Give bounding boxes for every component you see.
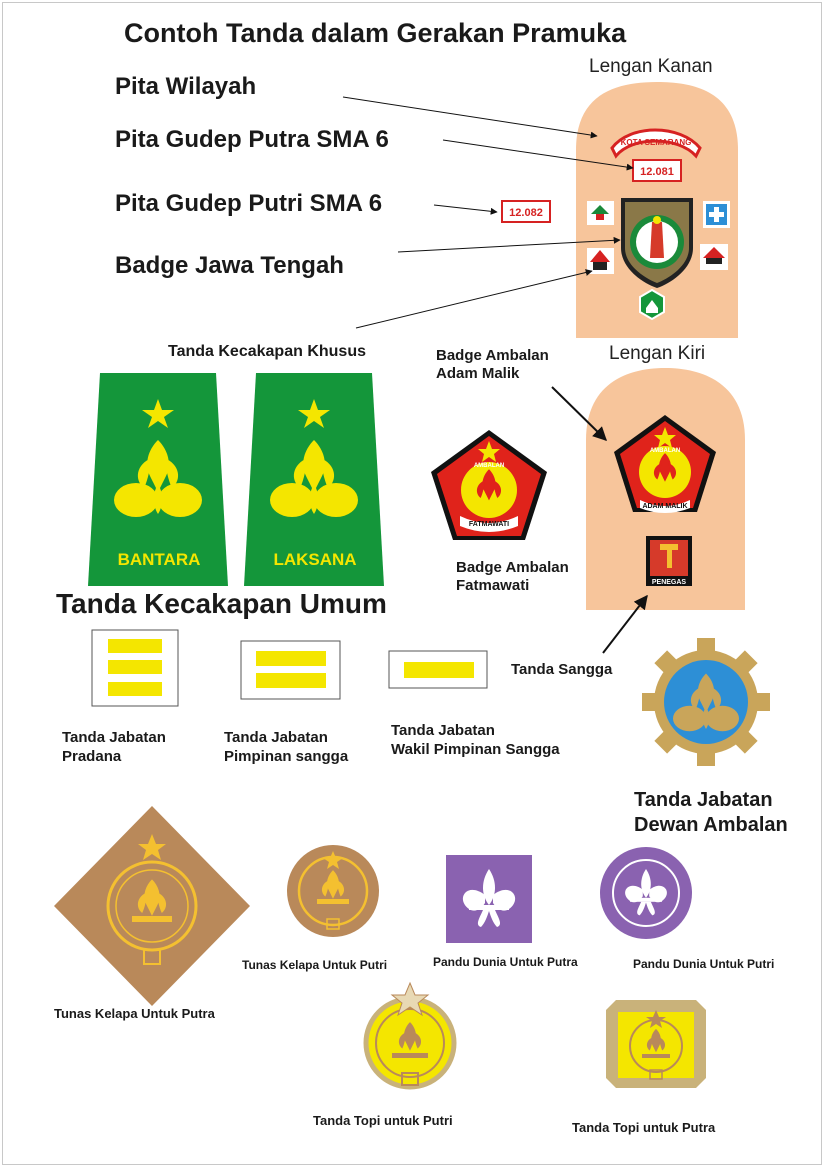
badge-adam-malik-label-1: Badge Ambalan <box>436 347 549 364</box>
dewan-ambalan-label-1: Tanda Jabatan <box>634 789 773 811</box>
jabatan-wakil-label-2: Wakil Pimpinan Sangga <box>391 741 560 758</box>
laksana-label: LAKSANA <box>273 550 357 569</box>
jabatan-wakil-label-1: Tanda Jabatan <box>391 722 495 739</box>
lengan-kiri-label: Lengan Kiri <box>609 343 706 364</box>
pandu-putra-label: Pandu Dunia Untuk Putra <box>433 955 578 969</box>
badge-fatmawati-label-2: Fatmawati <box>456 577 530 594</box>
tanda-sangga-label: Tanda Sangga <box>511 661 613 678</box>
pita-gudep-putra-label: Pita Gudep Putra SMA 6 <box>115 126 389 153</box>
jabatan-pradana-label-1: Tanda Jabatan <box>62 729 166 746</box>
dewan-ambalan-label-2: Dewan Ambalan <box>634 814 788 836</box>
tku-heading: Tanda Kecakapan Umum <box>56 588 387 619</box>
pita-gudep-putri-label: Pita Gudep Putri SMA 6 <box>115 190 383 217</box>
jabatan-pimpinan-label-1: Tanda Jabatan <box>224 729 328 746</box>
fatmawati-ambalan-text: AMBALAN <box>473 463 505 469</box>
topi-putri-label: Tanda Topi untuk Putri <box>313 1113 453 1128</box>
tunas-putri-badge <box>287 845 379 937</box>
bantara-label: BANTARA <box>117 550 201 569</box>
tunas-putra-badge <box>54 806 250 1006</box>
fatmawati-ribbon-text: FATMAWATI <box>468 521 510 528</box>
pandu-putri-label: Pandu Dunia Untuk Putri <box>633 957 775 971</box>
gudep-putri-code: 12.082 <box>509 207 543 219</box>
page-title: Contoh Tanda dalam Gerakan Pramuka <box>124 18 627 48</box>
gudep-putra-code: 12.081 <box>640 166 674 178</box>
badge-jawa-tengah-label: Badge Jawa Tengah <box>115 252 344 279</box>
jabatan-pradana-label-2: Pradana <box>62 748 122 765</box>
penegas-text: PENEGAS <box>651 579 687 586</box>
dewan-ambalan-badge <box>642 638 770 766</box>
tanda-kecakapan-khusus-label: Tanda Kecakapan Khusus <box>168 343 366 360</box>
topi-putra-badge <box>606 1000 706 1088</box>
adam-malik-ambalan-text: AMBALAN <box>649 448 681 454</box>
pandu-putri-badge <box>600 847 692 939</box>
pointer-pita-wilayah <box>343 97 597 136</box>
badge-adam-malik-label-2: Adam Malik <box>436 365 520 382</box>
adam-malik-ribbon-text: ADAM MALIK <box>642 503 688 510</box>
pimpinan-sangga-patch <box>241 641 340 699</box>
pointer-gudep-putri <box>434 205 497 212</box>
pita-wilayah-label: Pita Wilayah <box>115 73 257 100</box>
badge-fatmawati-label-1: Badge Ambalan <box>456 559 569 576</box>
topi-putri-badge <box>366 983 454 1087</box>
kota-semarang-text: KOTA SEMARANG <box>620 138 692 147</box>
pointer-tkk <box>356 271 592 328</box>
jabatan-pimpinan-label-2: Pimpinan sangga <box>224 748 349 765</box>
topi-putra-label: Tanda Topi untuk Putra <box>572 1120 716 1135</box>
pandu-putra-badge <box>446 855 532 943</box>
lengan-kanan-label: Lengan Kanan <box>589 56 713 77</box>
tunas-putri-label: Tunas Kelapa Untuk Putri <box>242 958 388 972</box>
tunas-putra-label: Tunas Kelapa Untuk Putra <box>54 1006 215 1021</box>
